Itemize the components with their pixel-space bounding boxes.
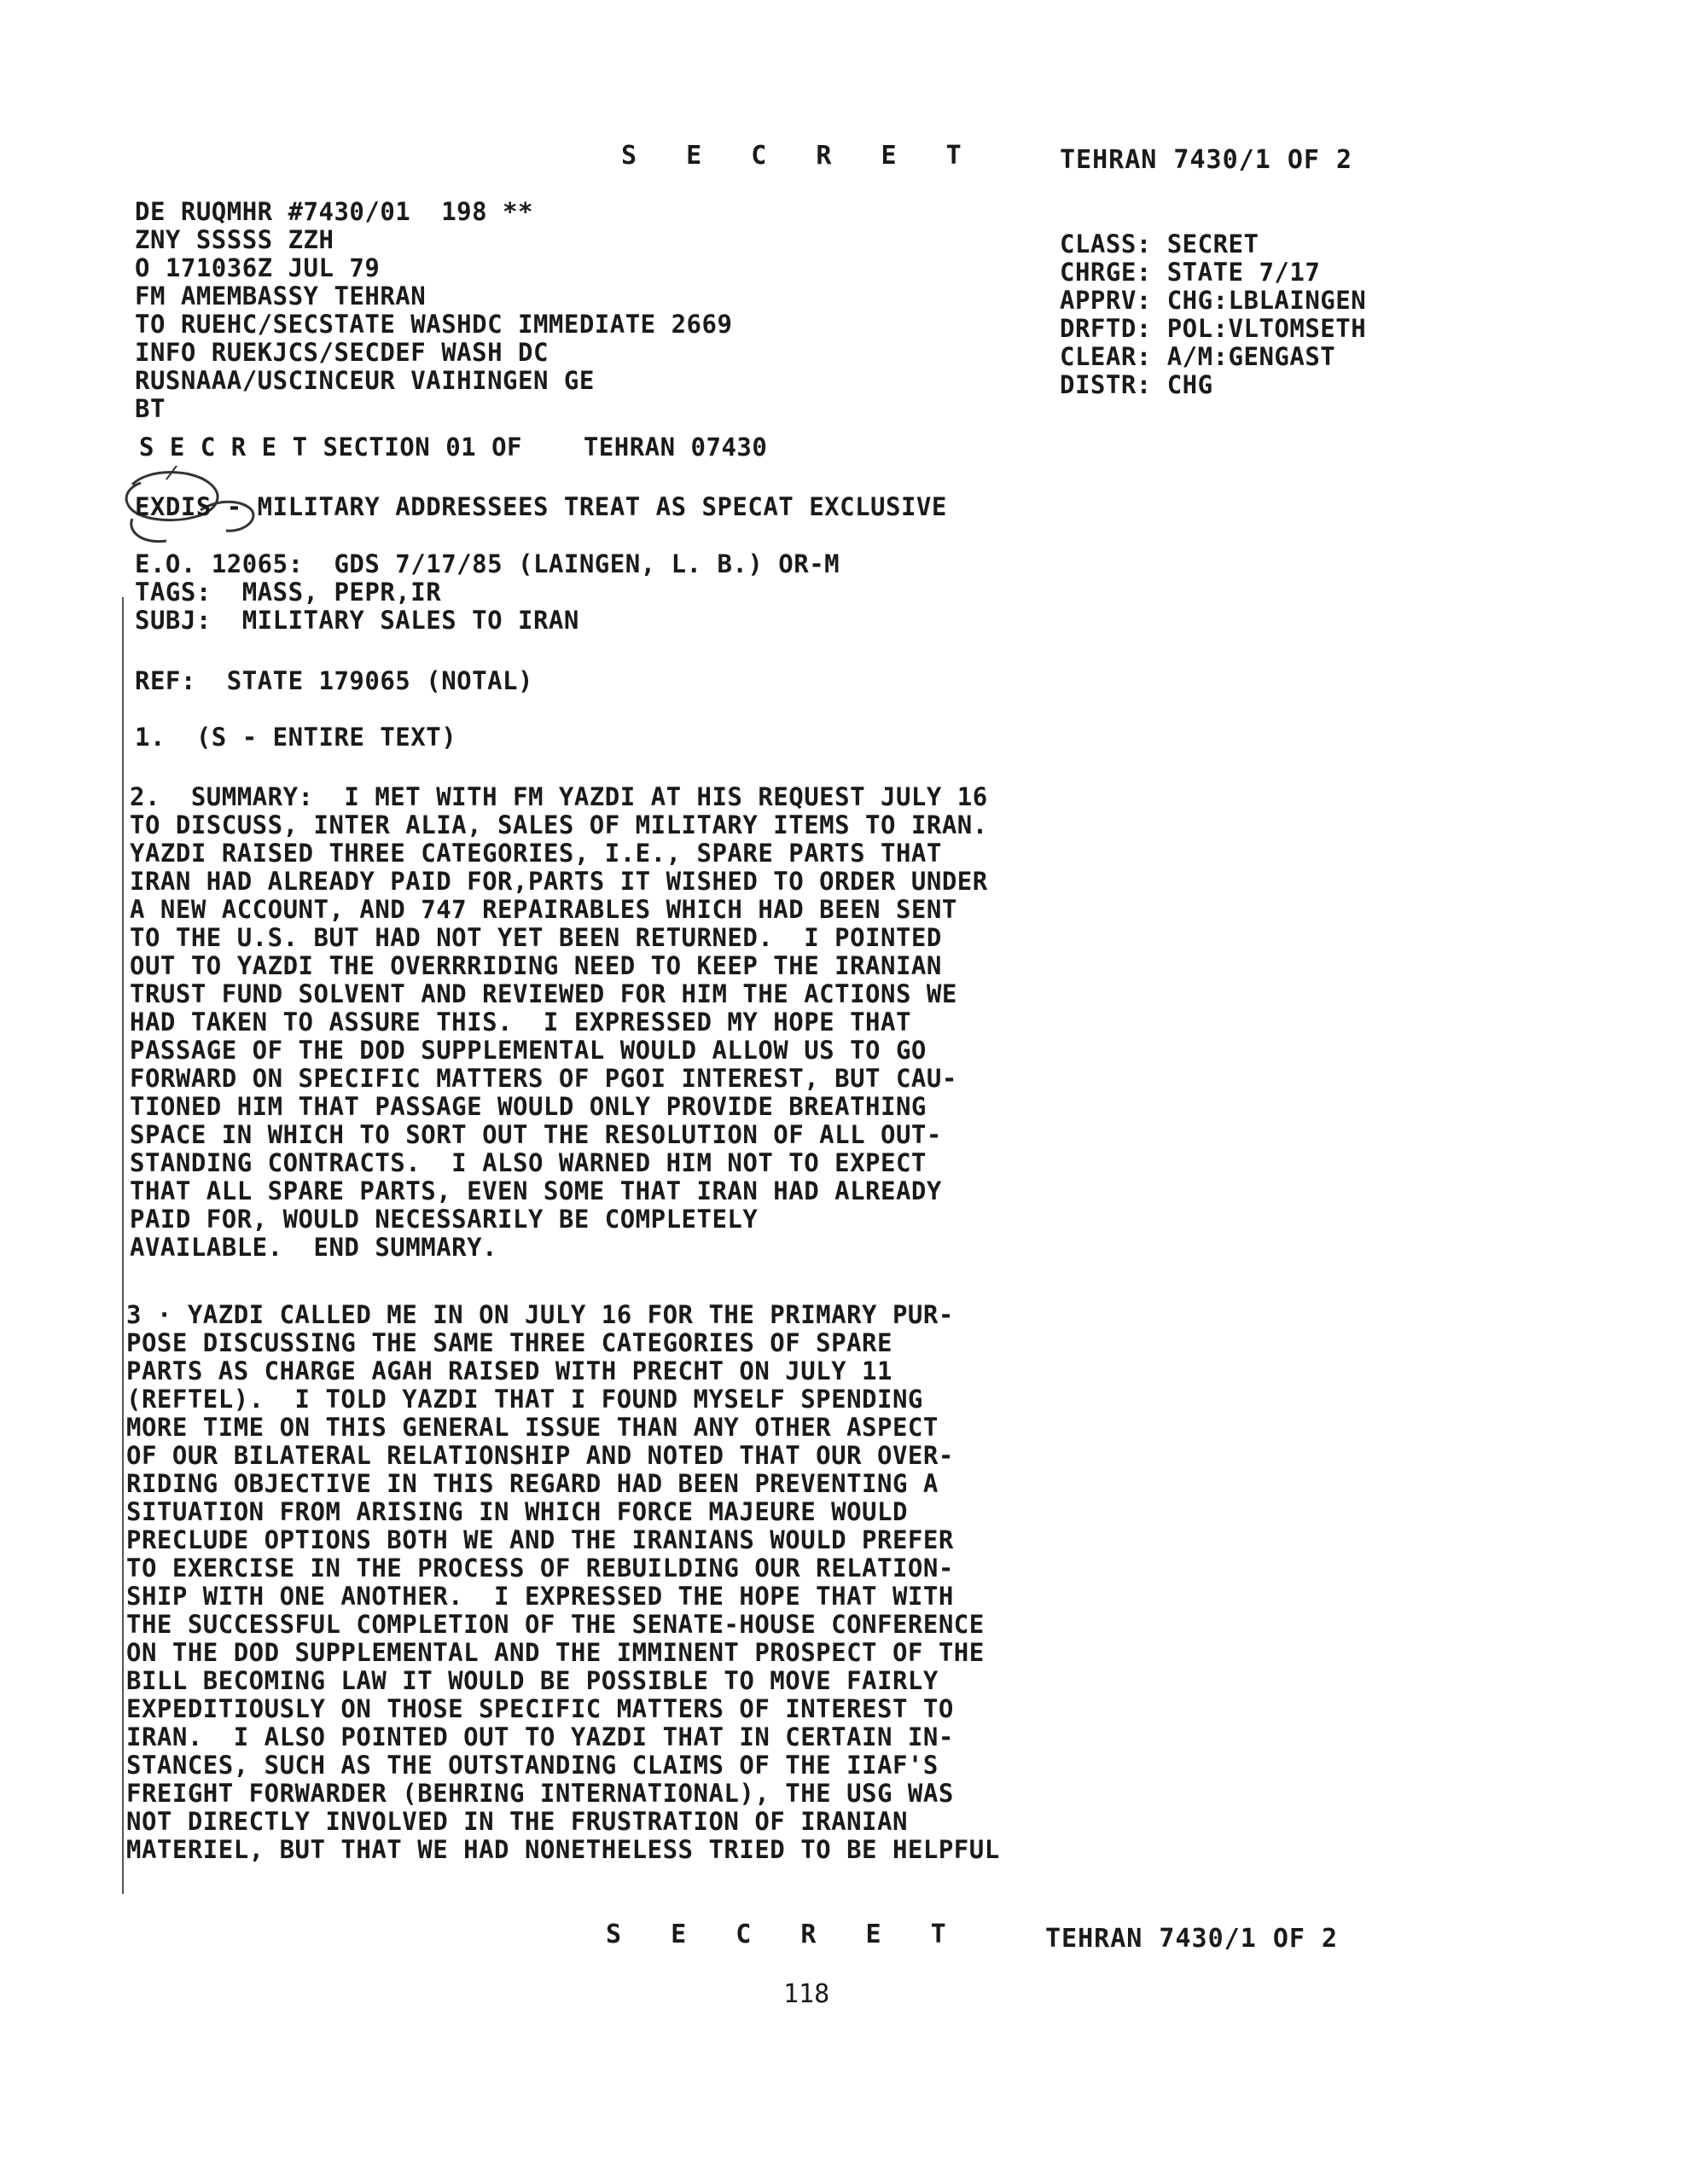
paragraph-line: THAT ALL SPARE PARTS, EVEN SOME THAT IRAN HAD ALREADY <box>130 1176 942 1205</box>
paragraph-3 <box>126 1301 1000 1864</box>
eo-line: E.O. 12065: GDS 7/17/85 (LAINGEN, L. B.) OR-M <box>135 549 840 578</box>
tags-line: TAGS: MASS, PEPR,IR <box>135 578 442 607</box>
paragraph-line: HAD TAKEN TO ASSURE THIS. I EXPRESSED MY HOPE THAT <box>130 1008 911 1037</box>
paragraph-1: 1. (S - ENTIRE TEXT) <box>135 723 457 752</box>
paragraph-line: RIDING OBJECTIVE IN THIS REGARD HAD BEEN PREVENTING A <box>126 1469 939 1498</box>
routing-block <box>135 198 732 423</box>
paragraph-line: MATERIEL, BUT THAT WE HAD NONETHELESS TRIED TO BE HELPFUL <box>126 1835 1000 1864</box>
paragraph-line: SPACE IN WHICH TO SORT OUT THE RESOLUTION OF ALL OUT- <box>130 1120 942 1149</box>
routing-line: INFO RUEKJCS/SECDEF WASH DC <box>135 338 549 367</box>
paragraph-line: SITUATION FROM ARISING IN WHICH FORCE MAJEURE WOULD <box>126 1497 908 1526</box>
paragraph-line: (REFTEL). I TOLD YAZDI THAT I FOUND MYSELF SPENDING <box>126 1385 923 1414</box>
routing-line: DE RUQMHR #7430/01 198 ** <box>135 197 533 226</box>
paragraph-line: EXPEDITIOUSLY ON THOSE SPECIFIC MATTERS OF INTEREST TO <box>126 1694 954 1723</box>
paragraph-line: IRAN HAD ALREADY PAID FOR,PARTS IT WISHED TO ORDER UNDER <box>130 867 988 896</box>
eo-block <box>135 550 840 635</box>
paragraph-line: SHIP WITH ONE ANOTHER. I EXPRESSED THE HOPE THAT WITH <box>126 1582 954 1611</box>
routing-line: O 171036Z JUL 79 <box>135 253 381 282</box>
paragraph-line: 3 · YAZDI CALLED ME IN ON JULY 16 FOR THE PRIMARY PUR- <box>126 1300 954 1329</box>
paragraph-line: AVAILABLE. END SUMMARY. <box>130 1233 498 1262</box>
footer-message-ref: TEHRAN 7430/1 OF 2 <box>1045 1924 1339 1954</box>
routing-line: RUSNAAA/USCINCEUR VAIHINGEN GE <box>135 366 595 395</box>
paragraph-line: 2. SUMMARY: I MET WITH FM YAZDI AT HIS REQUEST JULY 16 <box>130 782 988 811</box>
meta-line: CLEAR: A/M:GENGAST <box>1060 342 1336 371</box>
header-classification: S E C R E T <box>621 141 979 171</box>
paragraph-line: PAID FOR, WOULD NECESSARILY BE COMPLETELY <box>130 1205 759 1234</box>
paragraph-line: ON THE DOD SUPPLEMENTAL AND THE IMMINENT PROSPECT OF THE <box>126 1638 985 1667</box>
paragraph-line: FORWARD ON SPECIFIC MATTERS OF PGOI INTEREST, BUT CAU- <box>130 1064 957 1093</box>
routing-line: FM AMEMBASSY TEHRAN <box>135 282 427 311</box>
paragraph-line: PASSAGE OF THE DOD SUPPLEMENTAL WOULD ALLOW US TO GO <box>130 1036 927 1065</box>
routing-line: TO RUEHC/SECSTATE WASHDC IMMEDIATE 2669 <box>135 310 733 339</box>
paragraph-line: YAZDI RAISED THREE CATEGORIES, I.E., SPARE PARTS THAT <box>130 839 942 868</box>
paragraph-line: OUT TO YAZDI THE OVERRRIDING NEED TO KEEP THE IRANIAN <box>130 951 942 980</box>
paragraph-line: POSE DISCUSSING THE SAME THREE CATEGORIES OF SPARE <box>126 1328 893 1357</box>
paragraph-line: PRECLUDE OPTIONS BOTH WE AND THE IRANIANS WOULD PREFER <box>126 1525 954 1554</box>
header-message-ref: TEHRAN 7430/1 OF 2 <box>1060 145 1353 175</box>
paragraph-line: NOT DIRECTLY INVOLVED IN THE FRUSTRATION OF IRANIAN <box>126 1807 908 1836</box>
paragraph-line: OF OUR BILATERAL RELATIONSHIP AND NOTED THAT OUR OVER- <box>126 1441 954 1470</box>
meta-line: DRFTD: POL:VLTOMSETH <box>1060 314 1367 343</box>
meta-block <box>1060 230 1366 399</box>
margin-line <box>122 597 124 1894</box>
routing-line: BT <box>135 394 166 423</box>
paragraph-line: FREIGHT FORWARDER (BEHRING INTERNATIONAL), THE USG WAS <box>126 1779 954 1808</box>
meta-line: CLASS: SECRET <box>1060 229 1259 258</box>
paragraph-line: THE SUCCESSFUL COMPLETION OF THE SENATE-HOUSE CONFERENCE <box>126 1610 985 1639</box>
paragraph-2 <box>130 783 988 1262</box>
paragraph-line: STANDING CONTRACTS. I ALSO WARNED HIM NOT TO EXPECT <box>130 1148 927 1177</box>
meta-line: APPRV: CHG:LBLAINGEN <box>1060 286 1367 315</box>
page-number: 118 <box>783 1979 830 2009</box>
section-line: S E C R E T SECTION 01 OF TEHRAN 07430 <box>139 433 768 462</box>
exdis-line: EXDIS - MILITARY ADDRESSEES TREAT AS SPECAT EXCLUSIVE <box>135 492 947 521</box>
footer-classification: S E C R E T <box>606 1920 963 1949</box>
paragraph-line: A NEW ACCOUNT, AND 747 REPAIRABLES WHICH HAD BEEN SENT <box>130 895 957 924</box>
paragraph-line: TO THE U.S. BUT HAD NOT YET BEEN RETURNED. I POINTED <box>130 923 942 952</box>
paragraph-line: TO EXERCISE IN THE PROCESS OF REBUILDING OUR RELATION- <box>126 1554 954 1583</box>
paragraph-line: MORE TIME ON THIS GENERAL ISSUE THAN ANY OTHER ASPECT <box>126 1413 939 1442</box>
ref-line: REF: STATE 179065 (NOTAL) <box>135 666 533 695</box>
meta-line: DISTR: CHG <box>1060 370 1213 399</box>
paragraph-line: TRUST FUND SOLVENT AND REVIEWED FOR HIM THE ACTIONS WE <box>130 979 957 1008</box>
paragraph-line: TIONED HIM THAT PASSAGE WOULD ONLY PROVIDE BREATHING <box>130 1092 927 1121</box>
paragraph-line: STANCES, SUCH AS THE OUTSTANDING CLAIMS OF THE IIAF'S <box>126 1751 939 1780</box>
paragraph-line: BILL BECOMING LAW IT WOULD BE POSSIBLE TO MOVE FAIRLY <box>126 1666 939 1695</box>
paragraph-line: PARTS AS CHARGE AGAH RAISED WITH PRECHT ON JULY 11 <box>126 1356 893 1385</box>
paragraph-line: IRAN. I ALSO POINTED OUT TO YAZDI THAT IN CERTAIN IN- <box>126 1722 954 1751</box>
paragraph-line: TO DISCUSS, INTER ALIA, SALES OF MILITARY ITEMS TO IRAN. <box>130 810 988 839</box>
routing-line: ZNY SSSSS ZZH <box>135 225 334 254</box>
meta-line: CHRGE: STATE 7/17 <box>1060 258 1321 287</box>
subj-line: SUBJ: MILITARY SALES TO IRAN <box>135 606 579 635</box>
